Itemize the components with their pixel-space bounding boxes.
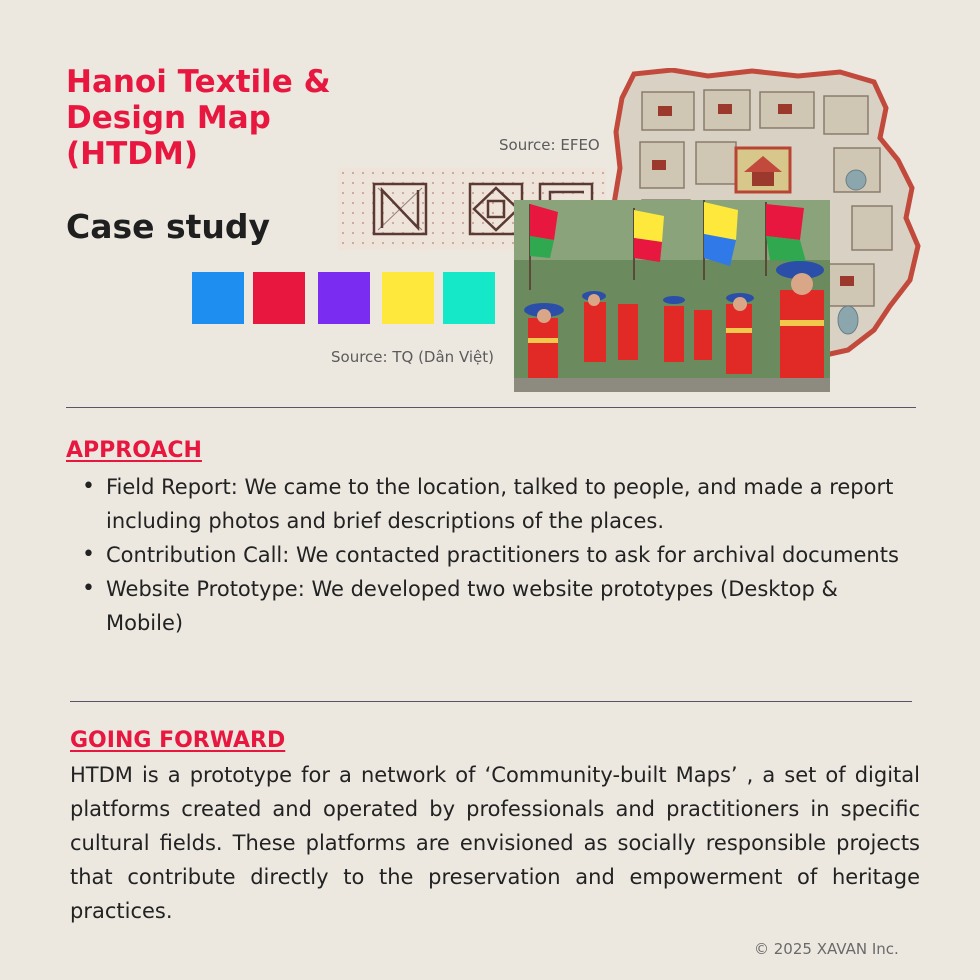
palette-swatch-purple [318,272,370,324]
approach-list [66,470,916,640]
list-item: • Website Prototype: We developed two website prototypes (Desktop & Mobile) [106,572,916,640]
festival-procession-photo [514,200,830,392]
going-forward-paragraph: HTDM is a prototype for a network of ‘Community-built Maps’ , a set of digital platforms created and operated by professionals and practitioners in specific cultural fields. These platforms are envisioned as socially responsible projects that contribute directly to the preservation and empowerment of heritage practices. [70,763,920,923]
list-item: • Contribution Call: We contacted practitioners to ask for archival documents [106,538,916,572]
palette-swatch-teal [443,272,495,324]
list-item: • Field Report: We came to the location, talked to people, and made a report including photos and brief descriptions of the places. [106,470,916,538]
map-source-caption: Source: EFEO [499,136,600,154]
palette-swatch-blue [192,272,244,324]
section-divider [66,407,916,408]
palette-swatch-yellow [382,272,434,324]
section-divider [70,701,912,702]
case-study-subtitle: Case study [66,207,271,246]
going-forward-heading: GOING FORWARD [70,728,286,753]
photo-source-caption: Source: TQ (Dân Việt) [331,348,495,366]
approach-heading: APPROACH [66,438,202,463]
page-title: Hanoi Textile & Design Map (HTDM) [66,64,331,172]
copyright-notice: © 2025 XAVAN Inc. [754,940,899,958]
palette-swatch-red [253,272,305,324]
